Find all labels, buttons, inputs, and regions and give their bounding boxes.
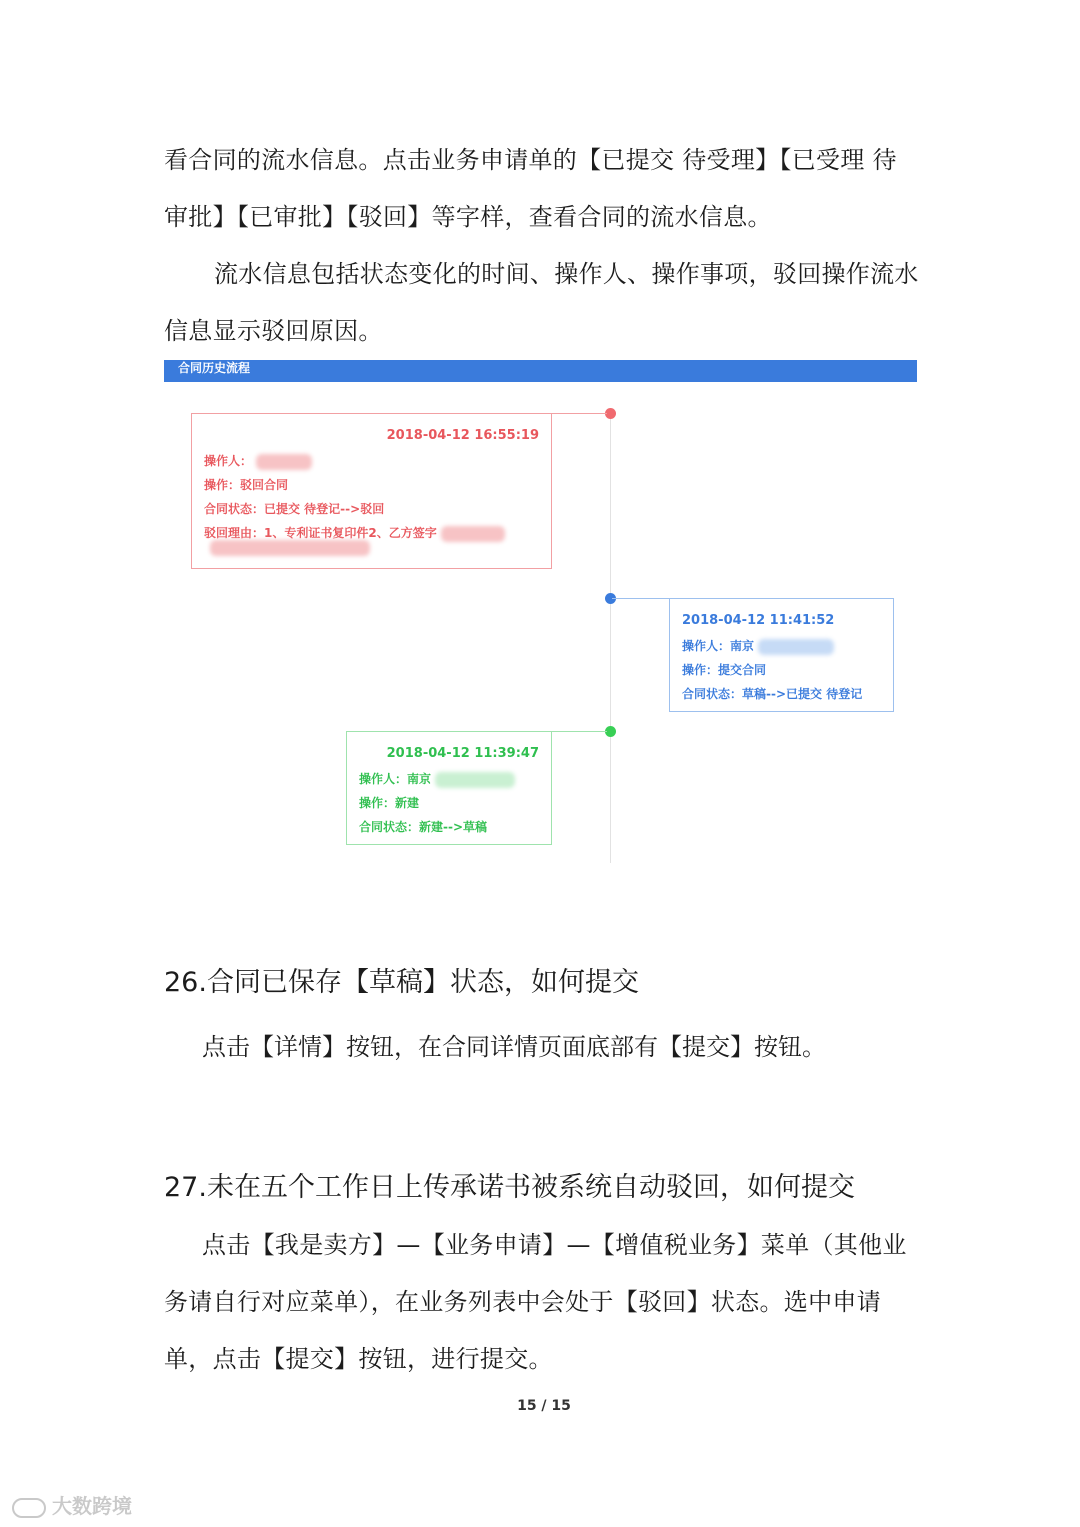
entry-action: 操作：驳回合同: [204, 478, 289, 492]
entry-status: 合同状态：草稿-->已提交 待登记: [682, 687, 863, 701]
entry-status: 合同状态：已提交 待登记-->驳回: [204, 502, 385, 516]
redacted-operator: [758, 639, 834, 655]
redacted-reason: [441, 526, 505, 542]
section-27-body: 点击【我是卖方】—【业务申请】—【增值税业务】菜单（其他业务请自行对应菜单），在业务列表中会处于【驳回】状态。选中申请单，点击【提交】按钮，进行提交。: [164, 1231, 907, 1373]
intro-paragraph-1: 看合同的流水信息。点击业务申请单的【已提交 待受理】【已受理 待审批】【已审批】【驳回】等字样，查看合同的流水信息。: [164, 146, 897, 231]
entry-operator: 操作人：: [204, 452, 312, 470]
redacted-operator: [256, 454, 312, 470]
timeline-connector-blue: [612, 598, 670, 599]
section-26-body: 点击【详情】按钮，在合同详情页面底部有【提交】按钮。: [202, 1033, 826, 1061]
entry-operator: 操作人：南京: [682, 637, 834, 655]
intro-paragraph-2: 流水信息包括状态变化的时间、操作人、操作事项，驳回操作流水信息显示驳回原因。: [164, 260, 919, 345]
entry-action: 操作：提交合同: [682, 663, 767, 677]
entry-operator: 操作人：南京: [359, 770, 515, 788]
timeline-card-created[interactable]: [346, 731, 552, 845]
timeline-connector-red: [552, 413, 607, 414]
timeline-header: 合同历史流程: [164, 360, 917, 382]
entry-timestamp: 2018-04-12 11:41:52: [682, 613, 835, 628]
entry-action: 操作：新建: [359, 796, 420, 810]
timeline-card-rejected[interactable]: [191, 413, 552, 569]
entry-reason: 驳回理由：1、专利证书复印件2、乙方签字: [204, 524, 505, 542]
entry-status: 合同状态：新建-->草稿: [359, 820, 488, 834]
section-26-title: 26.合同已保存【草稿】状态，如何提交: [164, 967, 639, 998]
timeline-connector-green: [552, 731, 607, 732]
redacted-operator: [435, 772, 515, 788]
watermark: 大数跨境: [12, 1490, 132, 1519]
entry-timestamp: 2018-04-12 11:39:47: [386, 746, 539, 761]
page-number: 15 / 15: [517, 1398, 571, 1414]
section-27-title: 27.未在五个工作日上传承诺书被系统自动驳回，如何提交: [164, 1172, 855, 1203]
redacted-reason-continued: [210, 540, 370, 556]
entry-timestamp: 2018-04-12 16:55:19: [386, 428, 539, 443]
timeline-card-submitted[interactable]: [669, 598, 894, 712]
timeline-axis: [610, 413, 611, 863]
watermark-logo-icon: [12, 1498, 46, 1518]
